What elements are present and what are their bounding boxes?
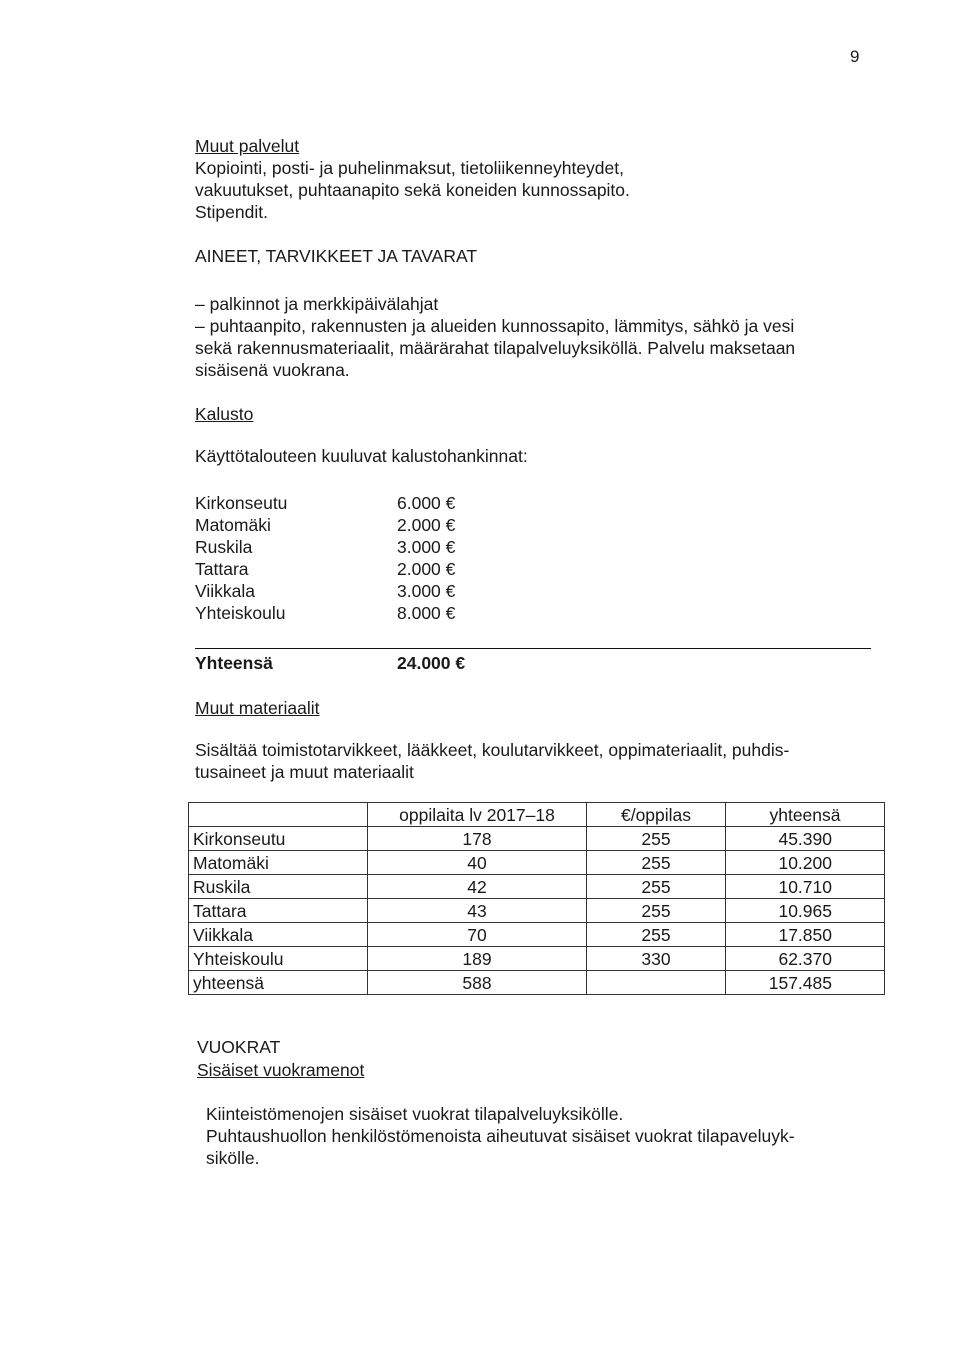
divider	[195, 648, 871, 649]
text-line: Kopiointi, posti- ja puhelinmaksut, tietoliikenneyhteydet,	[195, 158, 624, 178]
table-row	[189, 947, 885, 971]
kalusto-total-label: Yhteensä	[195, 653, 273, 673]
kalusto-value: 3.000 €	[397, 581, 456, 601]
table-header: €/oppilas	[587, 803, 726, 827]
table-header: yhteensä	[726, 803, 885, 827]
table-cell: 45.390	[726, 827, 885, 851]
table-row	[189, 899, 885, 923]
section-title: AINEET, TARVIKKEET JA TAVARAT	[195, 246, 478, 266]
kalusto-name: Ruskila	[195, 537, 253, 557]
text-line: tusaineet ja muut materiaalit	[195, 762, 414, 782]
table-cell: 10.965	[726, 899, 885, 923]
table-total-row	[189, 971, 885, 995]
kalusto-total-value: 24.000 €	[397, 653, 466, 673]
text-line: Kiinteistömenojen sisäiset vuokrat tilapalveluyksikölle.	[206, 1104, 624, 1124]
section-aineet	[195, 245, 885, 381]
kalusto-row	[195, 602, 487, 624]
list-item: sisäisenä vuokrana.	[195, 360, 350, 380]
table-cell: 42	[368, 875, 587, 899]
kalusto-row	[195, 514, 487, 536]
table-header	[189, 803, 368, 827]
kalusto-name: Matomäki	[195, 515, 271, 535]
table-cell: 10.710	[726, 875, 885, 899]
muut-materiaalit-text	[195, 739, 885, 783]
list-item: sekä rakennusmateriaalit, määrärahat tilapalveluyksiköllä. Palvelu maksetaan	[195, 338, 796, 358]
table-cell: 40	[368, 851, 587, 875]
kalusto-total-row	[195, 652, 487, 674]
table-cell	[587, 971, 726, 995]
table-cell: Matomäki	[189, 851, 368, 875]
table-cell: 330	[587, 947, 726, 971]
table-cell: Yhteiskoulu	[189, 947, 368, 971]
text-line: vakuutukset, puhtaanapito sekä koneiden kunnossapito.	[195, 180, 630, 200]
kalusto-row	[195, 536, 487, 558]
kalusto-title: Kalusto	[195, 404, 254, 424]
section-title: Muut palvelut	[195, 136, 300, 156]
list-item: – palkinnot ja merkkipäivälahjat	[195, 294, 439, 314]
table-header: oppilaita lv 2017–18	[368, 803, 587, 827]
muut-materiaalit-title: Muut materiaalit	[195, 698, 320, 718]
kalusto-list	[195, 492, 487, 624]
table-cell: Kirkonseutu	[189, 827, 368, 851]
materials-table	[188, 802, 885, 995]
table-cell: 62.370	[726, 947, 885, 971]
table-row	[189, 875, 885, 899]
table-cell: 255	[587, 875, 726, 899]
table-row	[189, 851, 885, 875]
table-header-row	[189, 803, 885, 827]
table-cell: 70	[368, 923, 587, 947]
table-cell: 588	[368, 971, 587, 995]
table-cell: Viikkala	[189, 923, 368, 947]
kalusto-name: Tattara	[195, 559, 249, 579]
text-line: Puhtaushuollon henkilöstömenoista aiheutuvat sisäiset vuokrat tilapaveluyk-	[206, 1126, 795, 1146]
text-line: sikölle.	[206, 1148, 260, 1168]
vuokrat-title: VUOKRAT	[197, 1037, 281, 1057]
text-line: Stipendit.	[195, 202, 268, 222]
table-cell: 43	[368, 899, 587, 923]
kalusto-value: 2.000 €	[397, 515, 456, 535]
table-cell: 157.485	[726, 971, 885, 995]
kalusto-value: 2.000 €	[397, 559, 456, 579]
table-cell: 17.850	[726, 923, 885, 947]
table-cell: Ruskila	[189, 875, 368, 899]
page-number: 9	[850, 47, 860, 66]
table-cell: 10.200	[726, 851, 885, 875]
table-row	[189, 827, 885, 851]
vuokrat-text	[206, 1103, 876, 1169]
kalusto-row	[195, 492, 487, 514]
list-item: – puhtaanpito, rakennusten ja alueiden kunnossapito, lämmitys, sähkö ja vesi	[195, 316, 795, 336]
table-cell: 255	[587, 851, 726, 875]
table-cell: 178	[368, 827, 587, 851]
kalusto-name: Kirkonseutu	[195, 493, 288, 513]
table-cell: Tattara	[189, 899, 368, 923]
vuokrat-subtitle: Sisäiset vuokramenot	[197, 1060, 365, 1080]
kalusto-row	[195, 558, 487, 580]
kalusto-value: 8.000 €	[397, 603, 456, 623]
section-muut-palvelut	[195, 135, 885, 223]
table-cell: yhteensä	[189, 971, 368, 995]
table-cell: 255	[587, 827, 726, 851]
table-cell: 255	[587, 899, 726, 923]
table-cell: 255	[587, 923, 726, 947]
kalusto-name: Yhteiskoulu	[195, 603, 286, 623]
kalusto-row	[195, 580, 487, 602]
kalusto-value: 3.000 €	[397, 537, 456, 557]
table-row	[189, 923, 885, 947]
kalusto-value: 6.000 €	[397, 493, 456, 513]
kalusto-intro: Käyttötalouteen kuuluvat kalustohankinnat:	[195, 446, 528, 466]
kalusto-name: Viikkala	[195, 581, 255, 601]
text-line: Sisältää toimistotarvikkeet, lääkkeet, koulutarvikkeet, oppimateriaalit, puhdis-	[195, 740, 790, 760]
table-cell: 189	[368, 947, 587, 971]
